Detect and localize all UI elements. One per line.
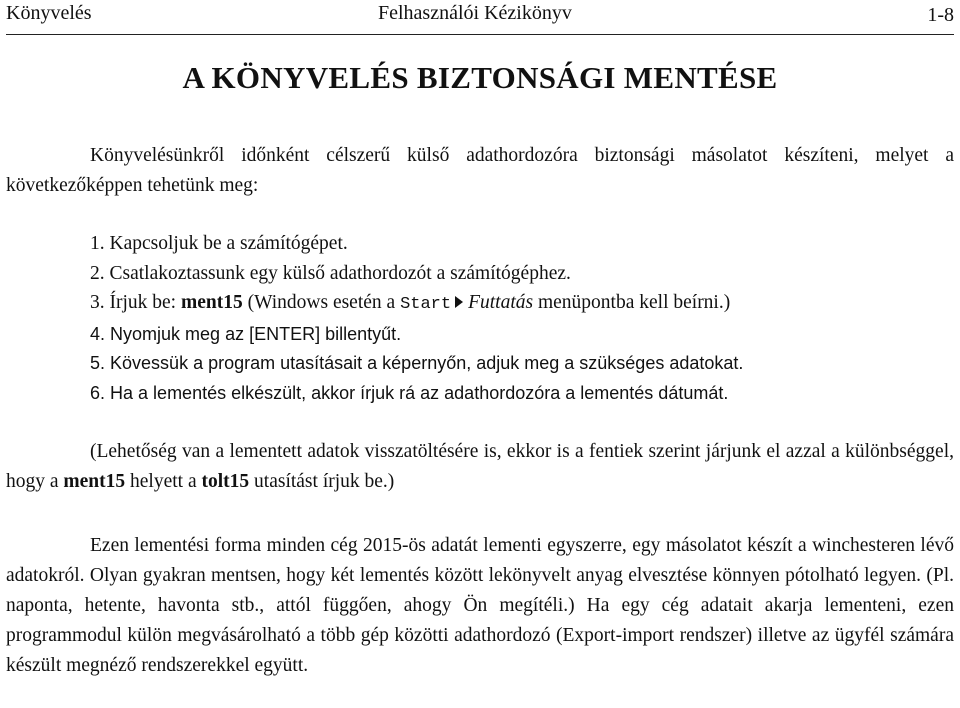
step-number: 4. — [90, 323, 106, 344]
list-item — [90, 320, 743, 350]
list-item — [90, 288, 743, 320]
list-item — [90, 229, 743, 259]
list-item — [90, 349, 743, 379]
menu-run: Futtatás — [468, 292, 534, 313]
step-text: Ha a lementés elkészült, akkor írjuk rá az adathordozóra a lementés dátumát. — [110, 382, 729, 403]
page-number: 1-8 — [927, 4, 954, 26]
command-name: ment15 — [180, 292, 243, 313]
list-item — [90, 379, 743, 409]
note-paragraph — [6, 437, 954, 497]
step-text: Kapcsoljuk be a számítógépet. — [109, 233, 348, 254]
note-pre: (Lehetőség van a lementett adatok visszatöltésére is, ekkor is a fentiek szerint járjunk el azzal a különbséggel, hogy a — [6, 441, 954, 492]
step-number: 6. — [90, 382, 106, 403]
intro-paragraph — [6, 141, 954, 201]
closing-paragraph — [6, 531, 954, 681]
header-left-title: Könyvelés — [6, 2, 92, 24]
header-center-title: Felhasználói Kézikönyv — [378, 2, 572, 24]
command-ment15: ment15 — [63, 471, 126, 492]
section-title: A KÖNYVELÉS BIZTONSÁGI MENTÉSE — [182, 60, 778, 95]
step-text-mid: (Windows esetén a — [242, 292, 401, 313]
closing-text: Ezen lementési forma minden cég 2015-ös adatát lementi egyszerre, egy másolatot készít a winchesteren lévő adatokról. Olyan gyakran mentsen, hogy két lementés között lekönyvelt anyag elvesztése könnyen pótolható legyen. (Pl. naponta, hetente, havonta stb., attól függően, ahogy Ön megítéli.) Ha egy cég adatait akarja lementeni, ezen programmodul külön megvásárolható a több gép közötti adathordozó (Export-import rendszer) illetve az ügyfél számára készült megnéző rendszerekkel együtt. — [6, 535, 954, 676]
note-text — [6, 437, 954, 497]
step-text: Csatlakoztassunk egy külső adathordozót a számítógéphez. — [109, 262, 571, 284]
note-mid: helyett a — [125, 471, 202, 492]
step-text-post: menüpontba kell beírni.) — [533, 292, 731, 313]
steps-list — [90, 229, 743, 408]
note-post: utasítást írjuk be.) — [249, 471, 395, 492]
step-text-pre: Írjuk be: — [109, 292, 181, 313]
menu-start: Start — [400, 295, 452, 314]
intro-text: Könyvelésünkről időnként célszerű külső adathordozóra biztonsági másolatot készíteni, melyet a következőképpen tehetünk meg: — [6, 145, 954, 196]
step-number: 5. — [90, 353, 106, 373]
step-text: Nyomjuk meg az [ENTER] billentyűt. — [110, 323, 402, 344]
page-header — [6, 0, 954, 35]
step-number: 1. — [90, 233, 105, 254]
step-number: 2. — [90, 262, 105, 284]
triangle-right-icon — [455, 296, 463, 308]
step-text: Kövessük a program utasításait a képernyőn, adjuk meg a szükséges adatokat. — [110, 353, 744, 373]
command-tolt15: tolt15 — [201, 471, 250, 492]
step-number: 3. — [90, 292, 105, 313]
list-item — [90, 259, 743, 289]
